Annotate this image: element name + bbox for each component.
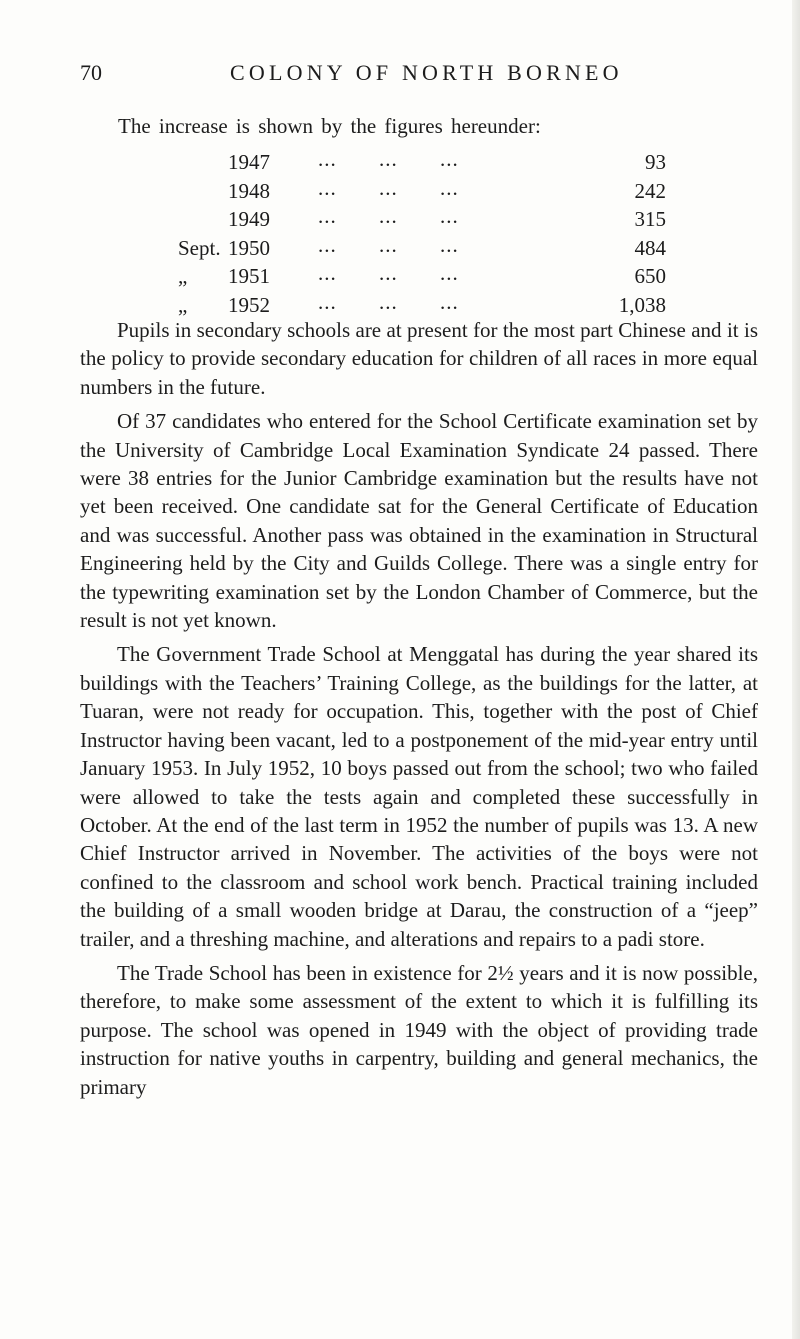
row-year: 1949: [228, 207, 270, 232]
table-row: [178, 205, 666, 234]
row-prefix: Sept.: [178, 235, 221, 260]
table-row: [178, 262, 666, 291]
page-edge-shadow: [792, 0, 800, 1339]
row-year: 1947: [228, 150, 270, 174]
row-year: 1952: [228, 292, 270, 317]
table-row: [178, 234, 666, 263]
row-value: 484: [634, 235, 666, 260]
row-value: 650: [634, 264, 666, 289]
paragraph: The Government Trade School at Menggatal has during the year shared its buildings with the Teachers’ Training College, as the buildings for the latter, at Tuaran, were not ready for occupation. This, together with the post of Chief Instructor having been vacant, led to a postponement of the mid-year entry until January 1953. In July 1952, 10 boys passed out from the school; two who failed were allowed to take the tests again and completed these successfully in October. At the end of the last term in 1952 the number of pupils was 13. A new Chief Instructor arrived in November. The activities of the boys were not confined to the classroom and school work bench. Practical training included the building of a small wooden bridge at Darau, the construction of a “jeep” trailer, and a threshing machine, and alterations and repairs to a padi store.: [80, 642, 758, 951]
row-year: 1950: [228, 235, 270, 260]
table-intro: The increase is shown by the figures hereunder:: [118, 114, 541, 138]
row-prefix: „: [178, 292, 188, 317]
dot-leader: ... ... ...: [318, 289, 459, 314]
enrolment-table: [178, 148, 666, 320]
paragraph: Of 37 candidates who entered for the School Certificate examination set by the University of Cambridge Local Examination Syndicate 24 passed. There were 38 entries for the Junior Cambridge examination but the results have not yet been received. One candidate sat for the General Certificate of Education and was successful. Another pass was obtained in the examination in Structural Engineering held by the City and Guilds College. There was a single entry for the typewriting examination set by the London Chamber of Commerce, but the result is not yet known.: [80, 409, 758, 633]
table-row: [178, 148, 666, 177]
row-value: 93: [645, 150, 666, 174]
body-text: [80, 316, 758, 1107]
dot-leader: ... ... ...: [318, 261, 459, 286]
dot-leader: ... ... ...: [318, 147, 459, 171]
paragraph: The Trade School has been in existence for 2½ years and it is now possible, therefore, to make some assessment of the extent to which it is fulfilling its purpose. The school was opened in 1949 with the object of providing trade instruction for native youths in carpentry, building and general mechanics, the primary: [80, 960, 758, 1099]
page-header: [80, 60, 720, 90]
row-year: 1948: [228, 178, 270, 203]
dot-leader: ... ... ...: [318, 175, 459, 200]
row-value: 315: [634, 207, 666, 232]
row-value: 242: [634, 178, 666, 203]
row-year: 1951: [228, 264, 270, 289]
row-prefix: „: [178, 264, 188, 289]
dot-leader: ... ... ...: [318, 232, 459, 257]
page-number: 70: [80, 60, 102, 85]
running-title: COLONY OF NORTH BORNEO: [230, 60, 623, 85]
row-value: 1,038: [618, 292, 666, 317]
table-row: [178, 177, 666, 206]
paragraph: Pupils in secondary schools are at present for the most part Chinese and it is the policy to provide secondary education for children of all races in more equal numbers in the future.: [80, 318, 758, 399]
dot-leader: ... ... ...: [318, 204, 459, 229]
